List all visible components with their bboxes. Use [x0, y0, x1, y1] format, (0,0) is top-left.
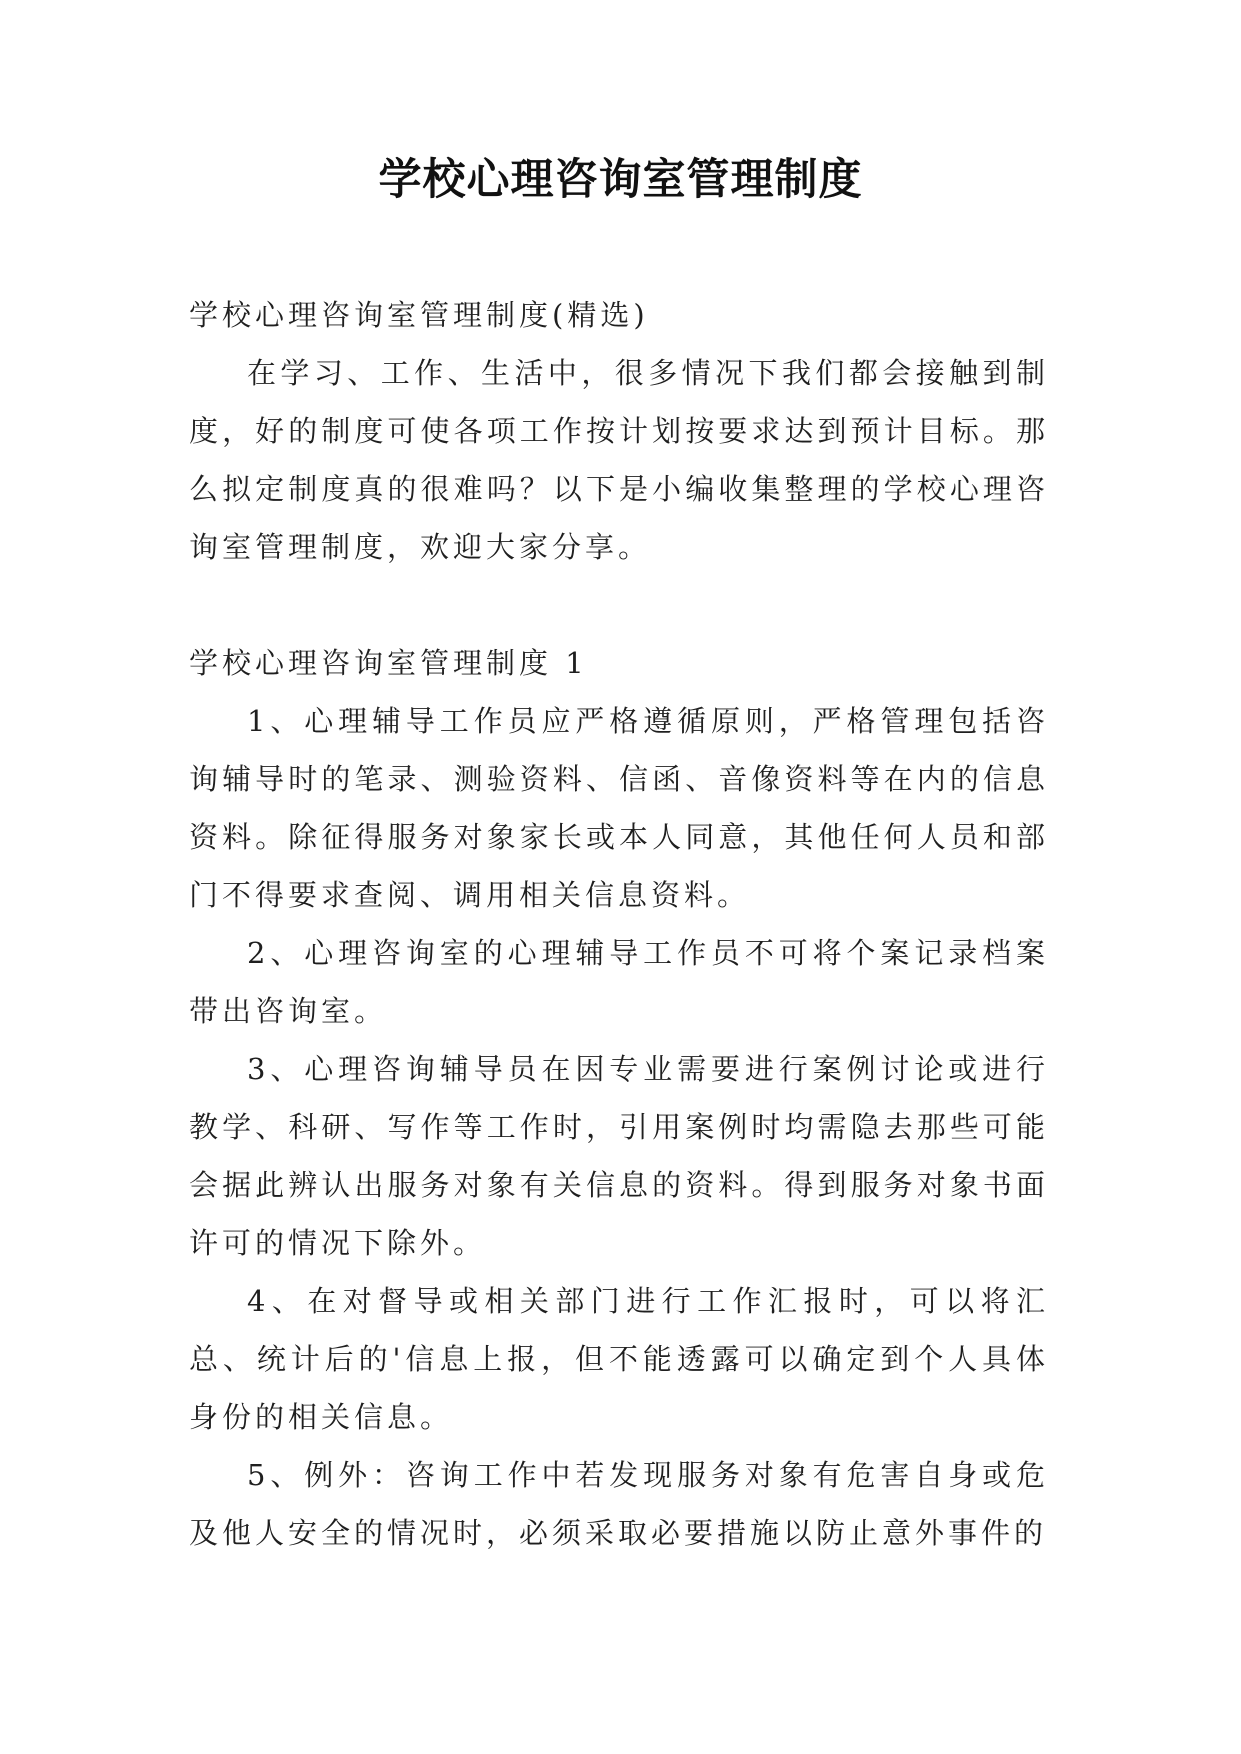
- policy-item-1: 1、心理辅导工作员应严格遵循原则，严格管理包括咨询辅导时的笔录、测验资料、信函、音像资料等在内的信息资料。除征得服务对象家长或本人同意，其他任何人员和部门不得要求查阅、调用相关信息资料。: [189, 704, 1049, 912]
- policy-item-2: 2、心理咨询室的心理辅导工作员不可将个案记录档案带出咨询室。: [189, 936, 1049, 1028]
- document-title: 学校心理咨询室管理制度: [378, 155, 863, 205]
- intro-paragraph: 在学习、工作、生活中，很多情况下我们都会接触到制度，好的制度可使各项工作按计划按要求达到预计目标。那么拟定制度真的很难吗？以下是小编收集整理的学校心理咨询室管理制度，欢迎大家分享。: [189, 356, 1049, 564]
- section-heading: 学校心理咨询室管理制度 1: [189, 646, 588, 680]
- policy-item-5: 5、例外：咨询工作中若发现服务对象有危害自身或危及他人安全的情况时，必须采取必要措施以防止意外事件的: [189, 1458, 1049, 1550]
- policy-item-3: 3、心理咨询辅导员在因专业需要进行案例讨论或进行教学、科研、写作等工作时，引用案例时均需隐去那些可能会据此辨认出服务对象有关信息的资料。得到服务对象书面许可的情况下除外。: [189, 1052, 1049, 1260]
- document-subtitle: 学校心理咨询室管理制度(精选): [189, 298, 649, 332]
- policy-item-4: 4、在对督导或相关部门进行工作汇报时，可以将汇总、统计后的'信息上报，但不能透露可以确定到个人具体身份的相关信息。: [189, 1284, 1049, 1434]
- paragraph-spacer: [189, 576, 1049, 634]
- document-body: [189, 286, 1049, 1562]
